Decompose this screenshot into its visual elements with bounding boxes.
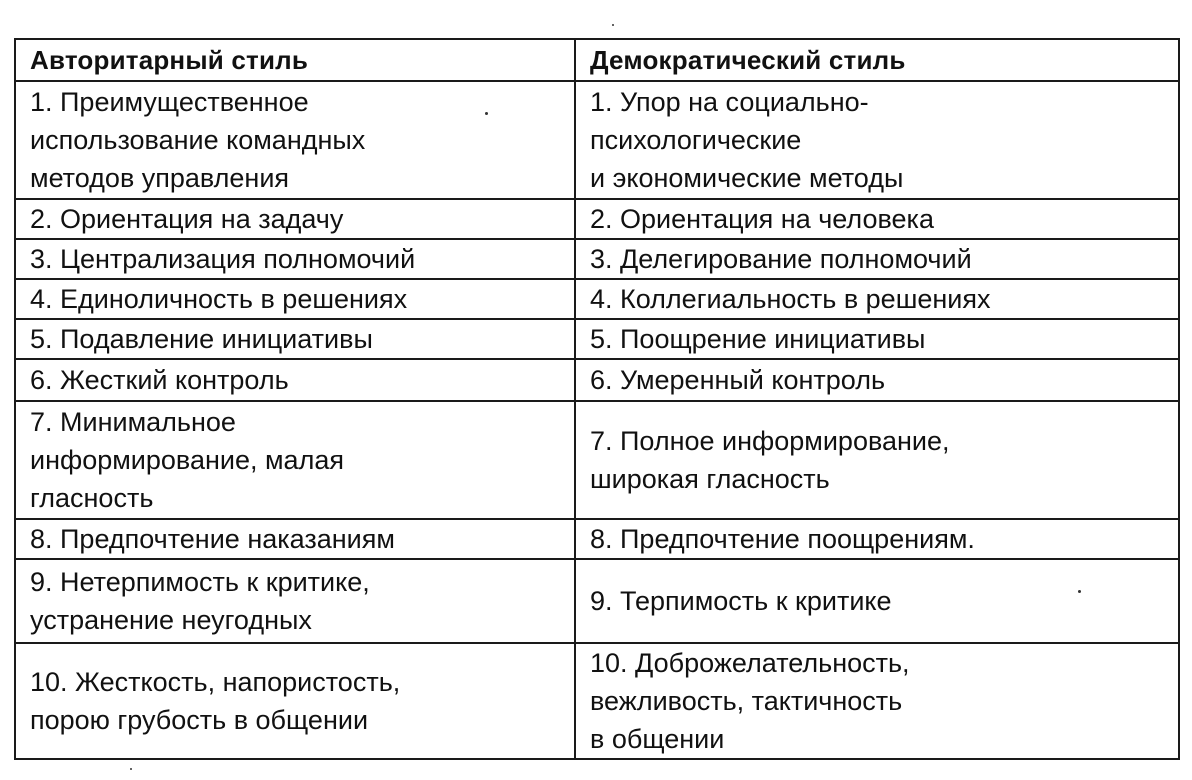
scan-speck: [130, 768, 132, 770]
table-row: [15, 239, 1179, 279]
table-row: [15, 519, 1179, 559]
scan-speck: [612, 24, 614, 26]
scan-speck: [1078, 590, 1081, 593]
democratic-cell: 3. Делегирование полномочий: [575, 239, 1179, 279]
table-header-row: [15, 39, 1179, 81]
democratic-cell: 8. Предпочтение поощрениям.: [575, 519, 1179, 559]
democratic-cell: 9. Терпимость к критике: [575, 559, 1179, 643]
authoritarian-cell: 4. Единоличность в решениях: [15, 279, 575, 319]
table-row: [15, 401, 1179, 519]
authoritarian-cell: 9. Нетерпимость к критике, устранение неугодных: [15, 559, 575, 643]
table-row: [15, 643, 1179, 759]
authoritarian-cell: 7. Минимальное информирование, малая гласность: [15, 401, 575, 519]
authoritarian-cell: 2. Ориентация на задачу: [15, 199, 575, 239]
democratic-cell: 2. Ориентация на человека: [575, 199, 1179, 239]
header-democratic: Демократический стиль: [575, 39, 1179, 81]
authoritarian-cell: 5. Подавление инициативы: [15, 319, 575, 359]
comparison-table-sheet: [14, 38, 1178, 758]
authoritarian-cell: 1. Преимущественное использование командных методов управления: [15, 81, 575, 199]
header-authoritarian: Авторитарный стиль: [15, 39, 575, 81]
authoritarian-cell: 3. Централизация полномочий: [15, 239, 575, 279]
democratic-cell: 1. Упор на социально- психологические и экономические методы: [575, 81, 1179, 199]
table-row: [15, 359, 1179, 401]
table-row: [15, 319, 1179, 359]
authoritarian-cell: 10. Жесткость, напористость, порою грубость в общении: [15, 643, 575, 759]
table-row: [15, 199, 1179, 239]
democratic-cell: 5. Поощрение инициативы: [575, 319, 1179, 359]
authoritarian-cell: 6. Жесткий контроль: [15, 359, 575, 401]
democratic-cell: 7. Полное информирование, широкая гласность: [575, 401, 1179, 519]
democratic-cell: 4. Коллегиальность в решениях: [575, 279, 1179, 319]
democratic-cell: 6. Умеренный контроль: [575, 359, 1179, 401]
table-row: [15, 81, 1179, 199]
table-row: [15, 279, 1179, 319]
authoritarian-cell: 8. Предпочтение наказаниям: [15, 519, 575, 559]
leadership-styles-table: [14, 38, 1180, 760]
democratic-cell: 10. Доброжелательность, вежливость, тактичность в общении: [575, 643, 1179, 759]
scan-speck: [485, 112, 488, 115]
table-row: [15, 559, 1179, 643]
